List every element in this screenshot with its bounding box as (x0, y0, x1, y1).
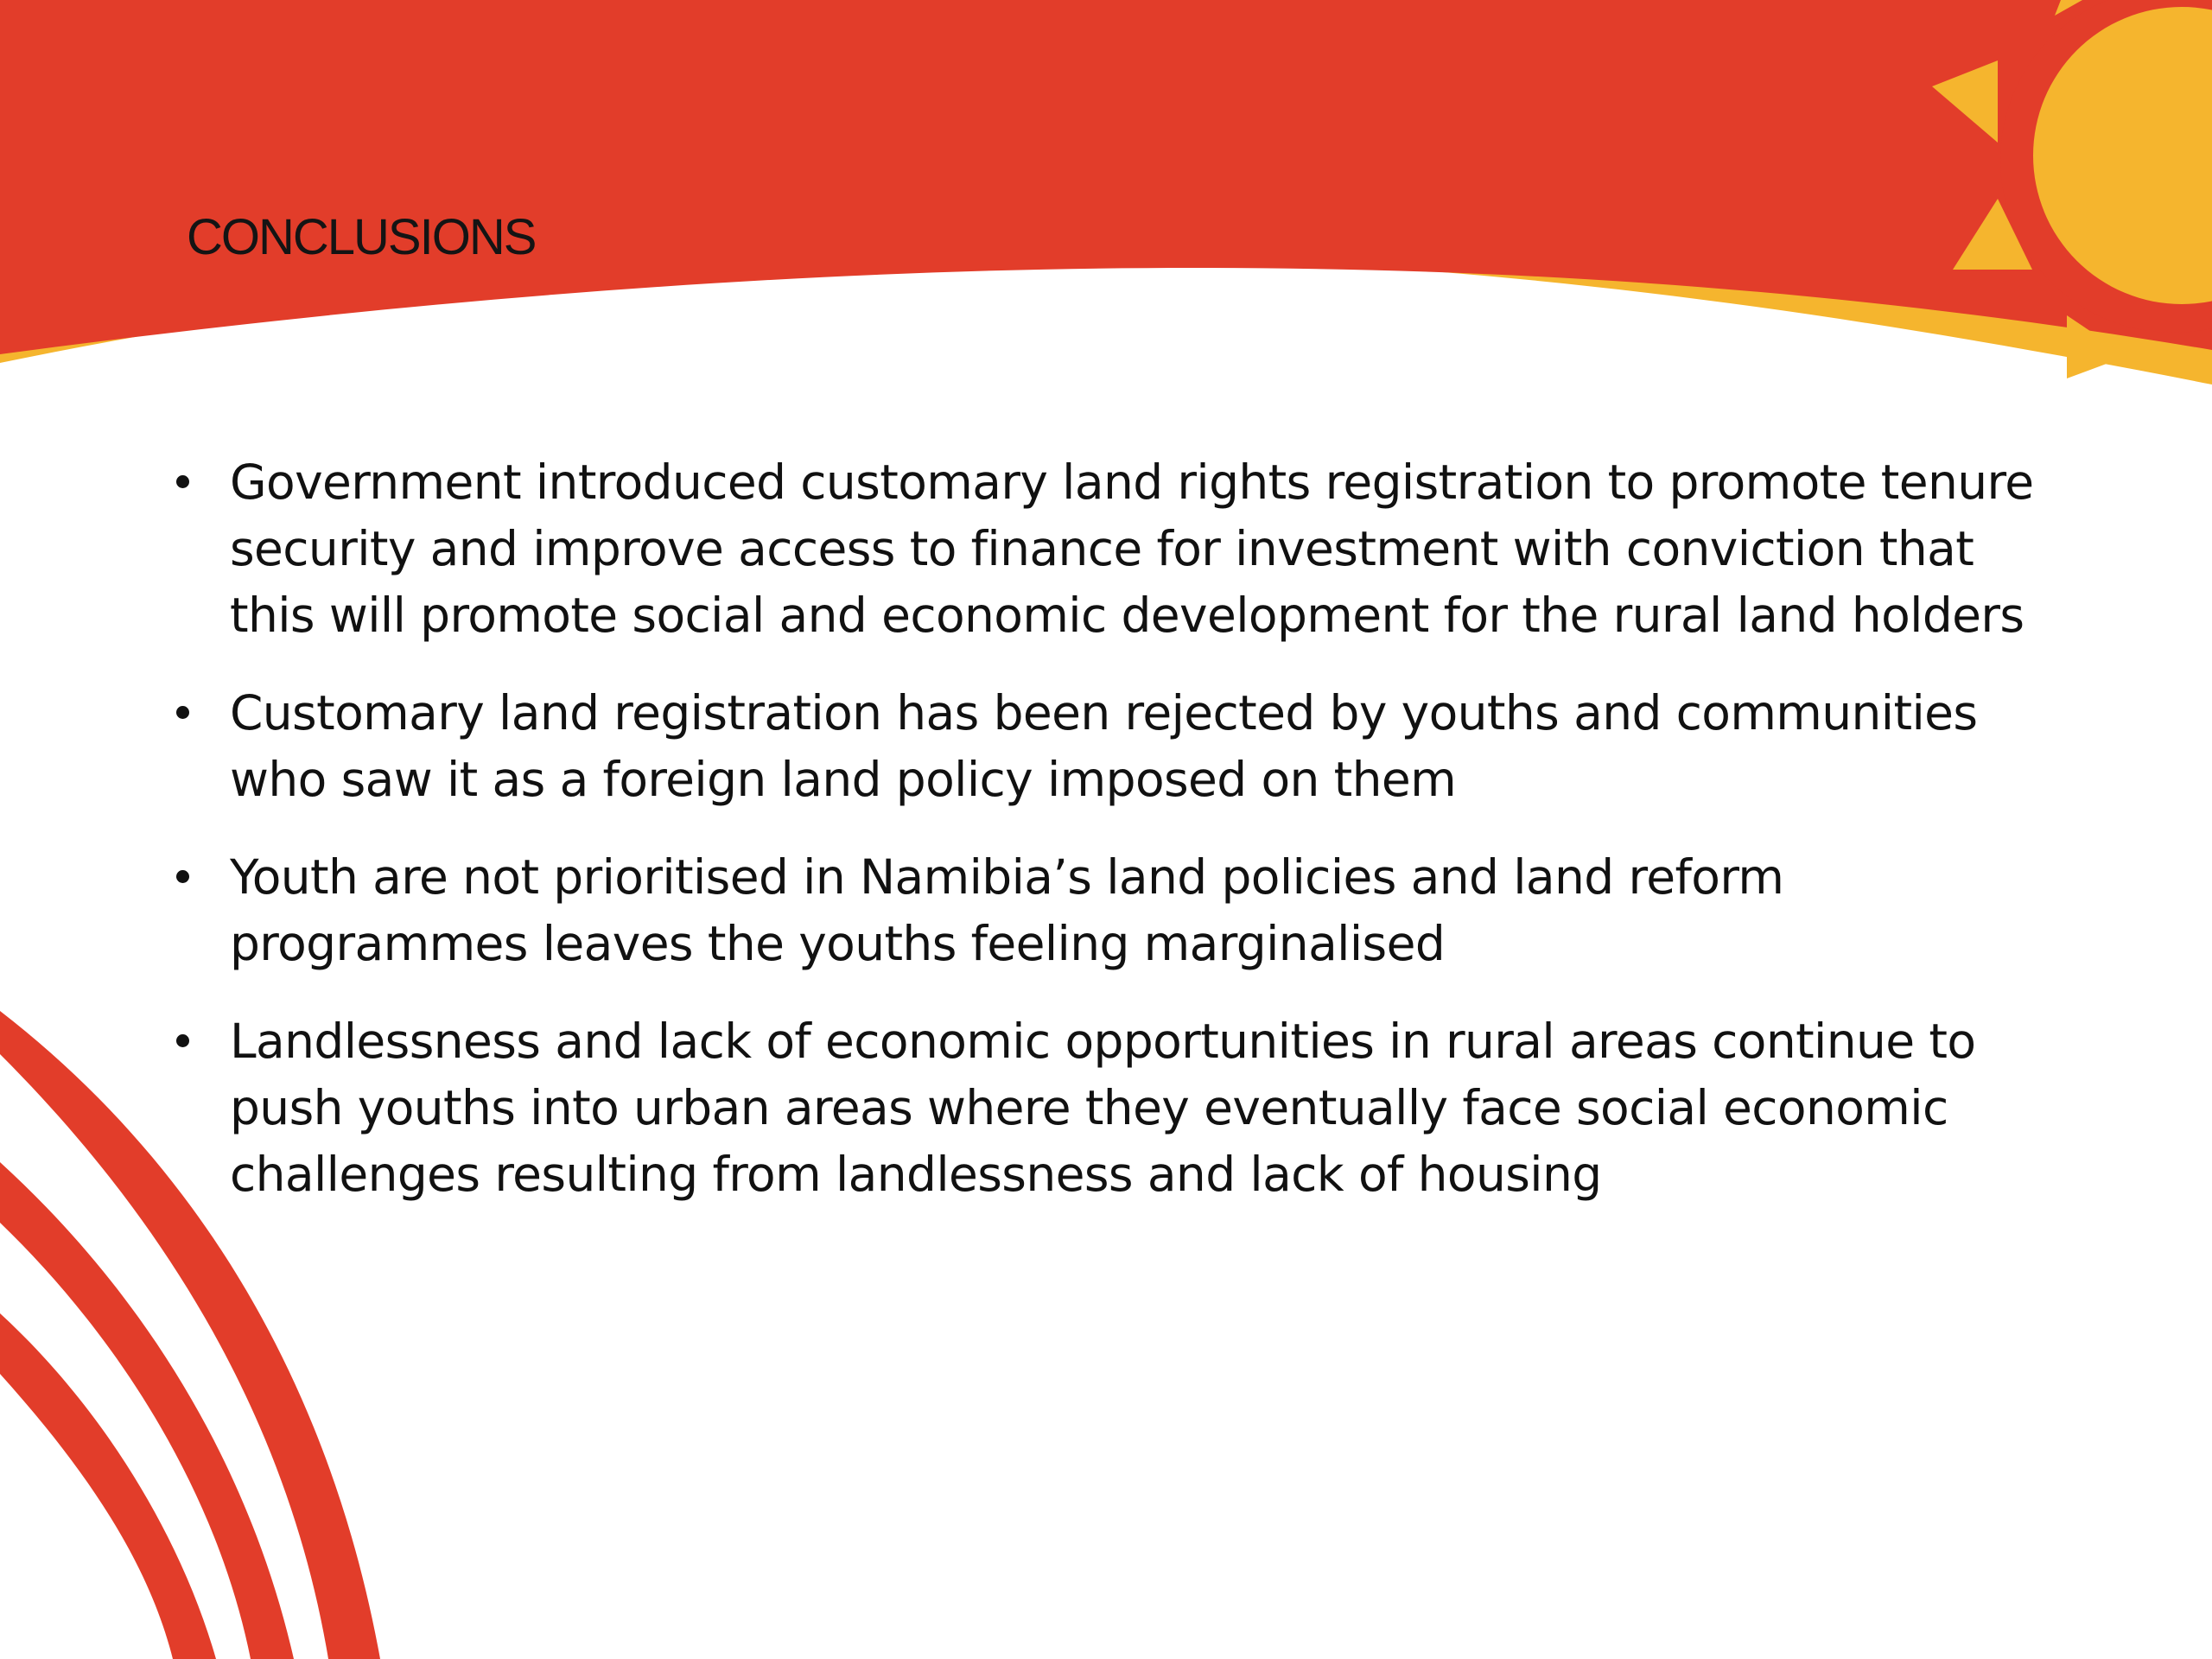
header-banner-red (0, 0, 2212, 354)
bullet-text: Customary land registration has been rejected by youths and communities who saw it as a foreign land policy imposed on them (230, 685, 1978, 807)
bullet-icon (176, 1034, 189, 1047)
bullet-item (173, 449, 2056, 649)
bullet-text: Landlessness and lack of economic opportunities in rural areas continue to push youths into urban areas where they eventually face social economic challenges resulting from landlessness and lack of housing (230, 1014, 1976, 1202)
bullet-item (173, 1008, 2056, 1208)
bullet-text: Youth are not prioritised in Namibia’s land policies and land reform programmes leaves the youths feeling marginalised (230, 849, 1784, 971)
bullet-list (173, 449, 2056, 1239)
bullet-icon (176, 706, 189, 719)
bullet-text: Government introduced customary land rights registration to promote tenure security and improve access to finance for investment with conviction that this will promote social and economic development for the rural land holders (230, 454, 2034, 643)
slide-title: CONCLUSIONS (187, 209, 536, 265)
bullet-item (173, 680, 2056, 813)
bullet-item (173, 844, 2056, 977)
bullet-icon (176, 870, 189, 883)
bullet-icon (176, 475, 189, 488)
